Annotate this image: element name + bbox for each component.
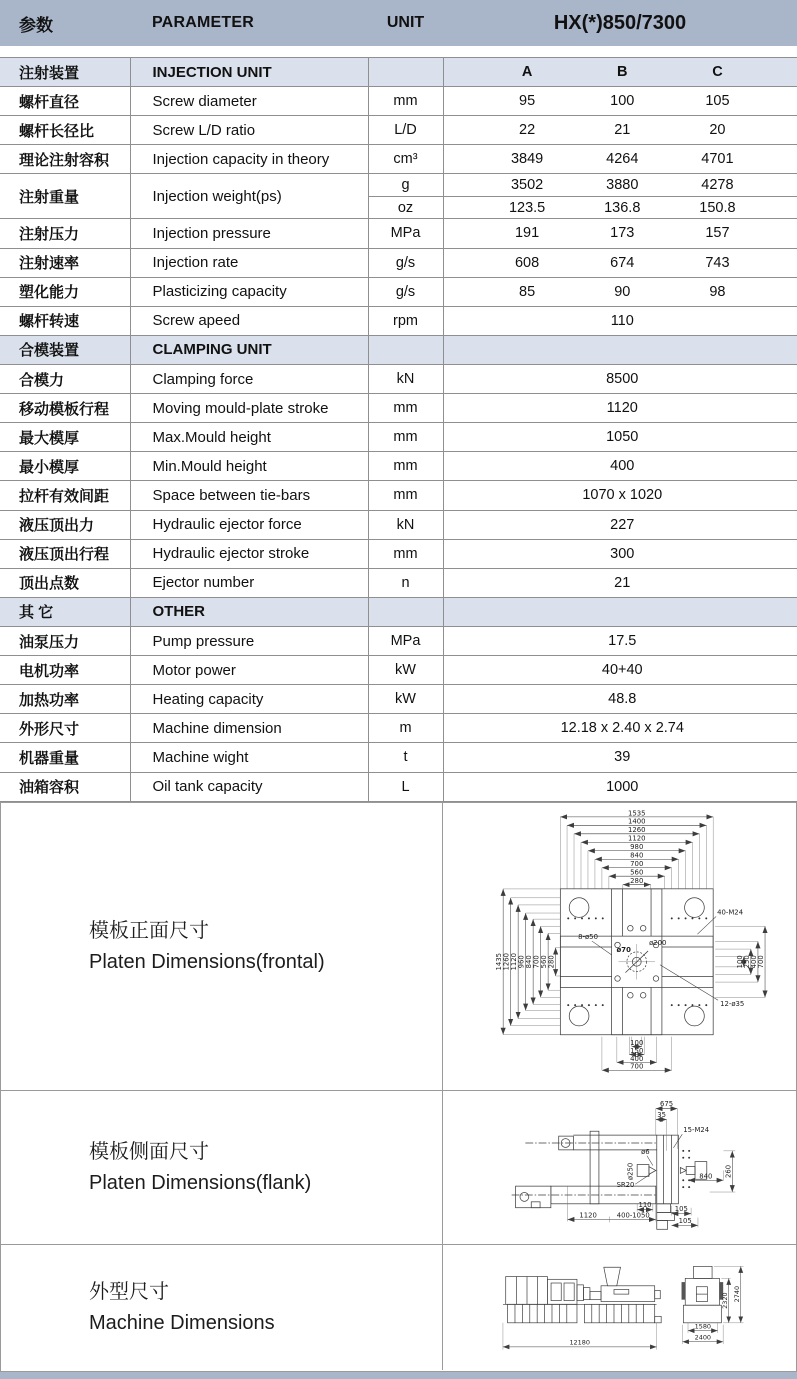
svg-text:400-1050: 400-1050 [616,1211,650,1220]
svg-text:1580: 1580 [694,1321,711,1330]
table-row [0,452,797,481]
param-unit: MPa [368,219,443,248]
value-c: 150.8 [699,199,736,216]
machine-end-view [681,1266,723,1322]
param-value: 17.5 [443,626,797,655]
param-values [443,116,797,145]
param-cn: 液压顶出力 [0,510,130,539]
flank-platen-svg [444,1092,796,1244]
value-b: 21 [614,122,631,139]
section-cn: 注射装置 [0,58,130,87]
param-value: 1000 [443,772,797,801]
value-a: 3849 [510,151,544,168]
col-c-label: C [712,64,723,81]
frontal-top-dimensions [560,809,713,889]
frontal-platen-svg [444,804,796,1089]
section-en: OTHER [130,597,368,626]
diagram-row-machine [1,1245,796,1370]
svg-text:110: 110 [637,1200,652,1209]
section-unit [368,335,443,364]
param-unit: L [368,772,443,801]
flank-label-cn: 模板侧面尺寸 [89,1140,209,1163]
param-value: 110 [443,306,797,335]
param-unit: kW [368,656,443,685]
svg-text:260: 260 [723,1164,732,1178]
param-cn: 最小模厚 [0,452,130,481]
value-b: 173 [610,225,635,242]
param-value: 48.8 [443,685,797,714]
table-row [0,626,797,655]
value-a: 3502 [510,177,544,194]
section-row-other [0,597,797,626]
table-row [0,364,797,393]
param-en: Screw L/D ratio [130,116,368,145]
value-c: 105 [705,93,730,110]
param-cn: 外形尺寸 [0,714,130,743]
param-value: 1120 [443,394,797,423]
param-cn: 螺杆直径 [0,87,130,116]
table-row [0,743,797,772]
svg-text:700: 700 [756,955,765,969]
frontal-platen-diagram [443,803,796,1090]
spec-table [0,57,797,802]
value-c: 743 [705,254,730,271]
value-a: 95 [519,93,536,110]
diagram-row-frontal [1,803,796,1091]
svg-text:960: 960 [517,955,526,969]
param-unit: kN [368,510,443,539]
svg-text:700: 700 [629,860,643,869]
param-unit: mm [368,87,443,116]
value-c: 157 [705,225,730,242]
section-values [443,597,797,626]
value-b: 100 [610,93,635,110]
param-unit: MPa [368,626,443,655]
machine-label-cn: 外型尺寸 [89,1280,169,1303]
param-value: 227 [443,510,797,539]
machine-label [1,1245,443,1370]
param-unit: n [368,568,443,597]
machine-dimensions [502,1266,743,1349]
param-cn: 顶出点数 [0,568,130,597]
svg-text:105: 105 [674,1204,688,1213]
param-en: Ejector number [130,568,368,597]
param-value: 1070 x 1020 [443,481,797,510]
table-row [0,772,797,801]
diagram-row-flank [1,1091,796,1245]
param-cn: 注射压力 [0,219,130,248]
value-b: 4264 [606,151,639,168]
header-col-parameter: PARAMETER [152,14,254,31]
svg-text:700: 700 [532,955,541,969]
param-en: Pump pressure [130,626,368,655]
param-cn: 螺杆转速 [0,306,130,335]
param-unit: g/s [368,277,443,306]
section-en: INJECTION UNIT [130,58,368,87]
table-row [0,145,797,174]
param-en: Hydraulic ejector force [130,510,368,539]
param-en: Hydraulic ejector stroke [130,539,368,568]
table-row [0,423,797,452]
platen-outline [560,889,713,1035]
param-cn: 塑化能力 [0,277,130,306]
svg-text:840: 840 [698,1171,712,1180]
param-unit: cm³ [368,145,443,174]
svg-text:15-M24: 15-M24 [682,1125,709,1134]
section-values [443,335,797,364]
svg-text:100: 100 [735,955,744,969]
flank-label-en: Platen Dimensions(flank) [89,1171,312,1194]
param-value: 21 [443,568,797,597]
param-cn: 移动模板行程 [0,394,130,423]
table-row [0,248,797,277]
param-cn: 合模力 [0,364,130,393]
param-value: 12.18 x 2.40 x 2.74 [443,714,797,743]
table-row [0,539,797,568]
table-row [0,510,797,539]
section-row-clamping [0,335,797,364]
svg-text:1120: 1120 [578,1211,597,1220]
param-unit: rpm [368,306,443,335]
table-row [0,394,797,423]
header-col-cn: 参数 [19,15,53,35]
svg-text:280: 280 [629,877,643,886]
svg-text:2320: 2320 [720,1291,729,1309]
param-unit: oz [368,196,443,219]
flank-platen-diagram [443,1091,796,1244]
param-en: Min.Mould height [130,452,368,481]
value-b: 674 [610,254,635,271]
svg-text:150: 150 [629,1046,643,1055]
param-cn: 注射速率 [0,248,130,277]
value-a: 123.5 [508,199,546,216]
svg-text:1260: 1260 [502,953,511,971]
param-unit: g [368,174,443,197]
table-row [0,306,797,335]
svg-text:1120: 1120 [627,834,646,843]
value-b: 136.8 [604,199,641,216]
svg-text:1435: 1435 [494,953,503,971]
param-unit: L/D [368,116,443,145]
section-columns [443,58,797,87]
frontal-left-dimensions [495,889,560,1035]
param-cn: 螺杆长径比 [0,116,130,145]
table-row [0,219,797,248]
svg-text:105: 105 [678,1216,692,1225]
frontal-callouts [578,908,744,1008]
value-c: 4701 [701,151,734,168]
param-value: 39 [443,743,797,772]
table-row [0,116,797,145]
section-unit [368,597,443,626]
svg-text:1400: 1400 [627,817,646,826]
frontal-right-dimensions [715,926,765,997]
param-cn: 注射重量 [0,174,130,219]
frontal-label [1,803,443,1090]
svg-text:280: 280 [547,955,556,969]
svg-text:840: 840 [629,851,643,860]
svg-text:250: 250 [742,955,751,969]
frontal-label-cn: 模板正面尺寸 [89,919,209,942]
param-values [443,277,797,306]
param-en: Machine dimension [130,714,368,743]
svg-text:560: 560 [629,868,643,877]
table-row [0,656,797,685]
param-unit: kN [368,364,443,393]
param-en: Plasticizing capacity [130,277,368,306]
svg-text:ø6: ø6 [640,1147,650,1156]
flank-label [1,1091,443,1244]
value-a: 22 [519,122,536,139]
svg-text:840: 840 [524,955,533,969]
param-en: Moving mould-plate stroke [130,394,368,423]
section-unit [368,58,443,87]
section-en: CLAMPING UNIT [130,335,368,364]
param-en: Space between tie-bars [130,481,368,510]
value-b: 90 [614,283,631,300]
param-values [443,219,797,248]
diagrams-section [0,802,797,1372]
param-en: Motor power [130,656,368,685]
param-values [443,196,797,219]
svg-text:8-ø50: 8-ø50 [577,933,598,942]
col-a-label: A [521,64,533,81]
svg-text:ø250: ø250 [625,1162,634,1180]
svg-text:980: 980 [629,843,643,852]
model-number: HX(*)850/7300 [553,11,687,34]
param-values [443,87,797,116]
spec-table-wrap [0,57,797,802]
header-col-unit: UNIT [386,14,425,31]
machine-dimensions-svg [450,1246,790,1370]
value-c: 4278 [701,177,734,194]
value-c: 20 [709,122,726,139]
svg-text:12180: 12180 [568,1338,590,1347]
svg-text:2740: 2740 [732,1285,741,1302]
param-en: Injection capacity in theory [130,145,368,174]
svg-text:SR20: SR20 [616,1180,634,1189]
svg-text:400: 400 [629,1054,643,1063]
param-en: Machine wight [130,743,368,772]
svg-text:100: 100 [629,1039,643,1048]
param-en: Injection pressure [130,219,368,248]
param-unit: mm [368,539,443,568]
table-row [0,174,797,197]
param-en: Screw diameter [130,87,368,116]
param-value: 40+40 [443,656,797,685]
svg-text:40-M24: 40-M24 [716,908,743,917]
section-cn: 其 它 [0,597,130,626]
param-unit: mm [368,423,443,452]
svg-text:1260: 1260 [627,826,646,835]
param-values [443,248,797,277]
param-unit: kW [368,685,443,714]
param-en: Max.Mould height [130,423,368,452]
value-a: 85 [519,283,536,300]
param-en: Injection weight(ps) [130,174,368,219]
param-cn: 油泵压力 [0,626,130,655]
param-unit: g/s [368,248,443,277]
svg-text:400: 400 [749,955,758,969]
table-row [0,568,797,597]
param-cn: 机器重量 [0,743,130,772]
table-row [0,277,797,306]
param-unit: t [368,743,443,772]
section-cn: 合模装置 [0,335,130,364]
svg-text:12-ø35: 12-ø35 [719,1000,744,1009]
param-cn: 液压顶出行程 [0,539,130,568]
param-values [443,174,797,197]
param-en: Screw apeed [130,306,368,335]
param-values [443,145,797,174]
svg-text:1535: 1535 [627,809,646,818]
table-row [0,685,797,714]
param-en: Clamping force [130,364,368,393]
value-a: 608 [514,254,540,271]
param-value: 8500 [443,364,797,393]
param-unit: mm [368,394,443,423]
section-row-injection [0,58,797,87]
svg-text:1120: 1120 [509,953,518,971]
param-cn: 理论注射容积 [0,145,130,174]
param-en: Oil tank capacity [130,772,368,801]
table-row [0,87,797,116]
table-row [0,481,797,510]
svg-text:2400: 2400 [694,1332,711,1341]
param-unit: m [368,714,443,743]
param-unit: mm [368,481,443,510]
param-cn: 最大模厚 [0,423,130,452]
param-cn: 电机功率 [0,656,130,685]
param-value: 400 [443,452,797,481]
svg-text:35: 35 [656,1110,666,1119]
svg-text:560: 560 [539,955,548,969]
value-a: 191 [514,225,540,242]
table-row [0,714,797,743]
flank-dimensions [567,1100,735,1227]
machine-side-view [502,1267,660,1323]
param-en: Heating capacity [130,685,368,714]
value-c: 98 [709,283,726,300]
param-value: 300 [443,539,797,568]
param-cn: 加热功率 [0,685,130,714]
param-cn: 油箱容积 [0,772,130,801]
param-unit: mm [368,452,443,481]
param-en: Injection rate [130,248,368,277]
frontal-label-en: Platen Dimensions(frontal) [89,950,325,973]
value-b: 3880 [606,177,639,194]
col-b-label: B [617,64,628,81]
svg-text:ø200: ø200 [648,939,666,948]
param-cn: 拉杆有效间距 [0,481,130,510]
svg-text:675: 675 [659,1099,673,1108]
footer-bar [0,1372,797,1379]
machine-dimensions-diagram [443,1245,796,1370]
svg-text:ø70: ø70 [616,945,631,954]
table-header [0,0,797,46]
machine-label-en: Machine Dimensions [89,1311,275,1334]
frontal-bottom-dimensions [601,1037,671,1071]
svg-text:700: 700 [629,1062,643,1071]
param-value: 1050 [443,423,797,452]
